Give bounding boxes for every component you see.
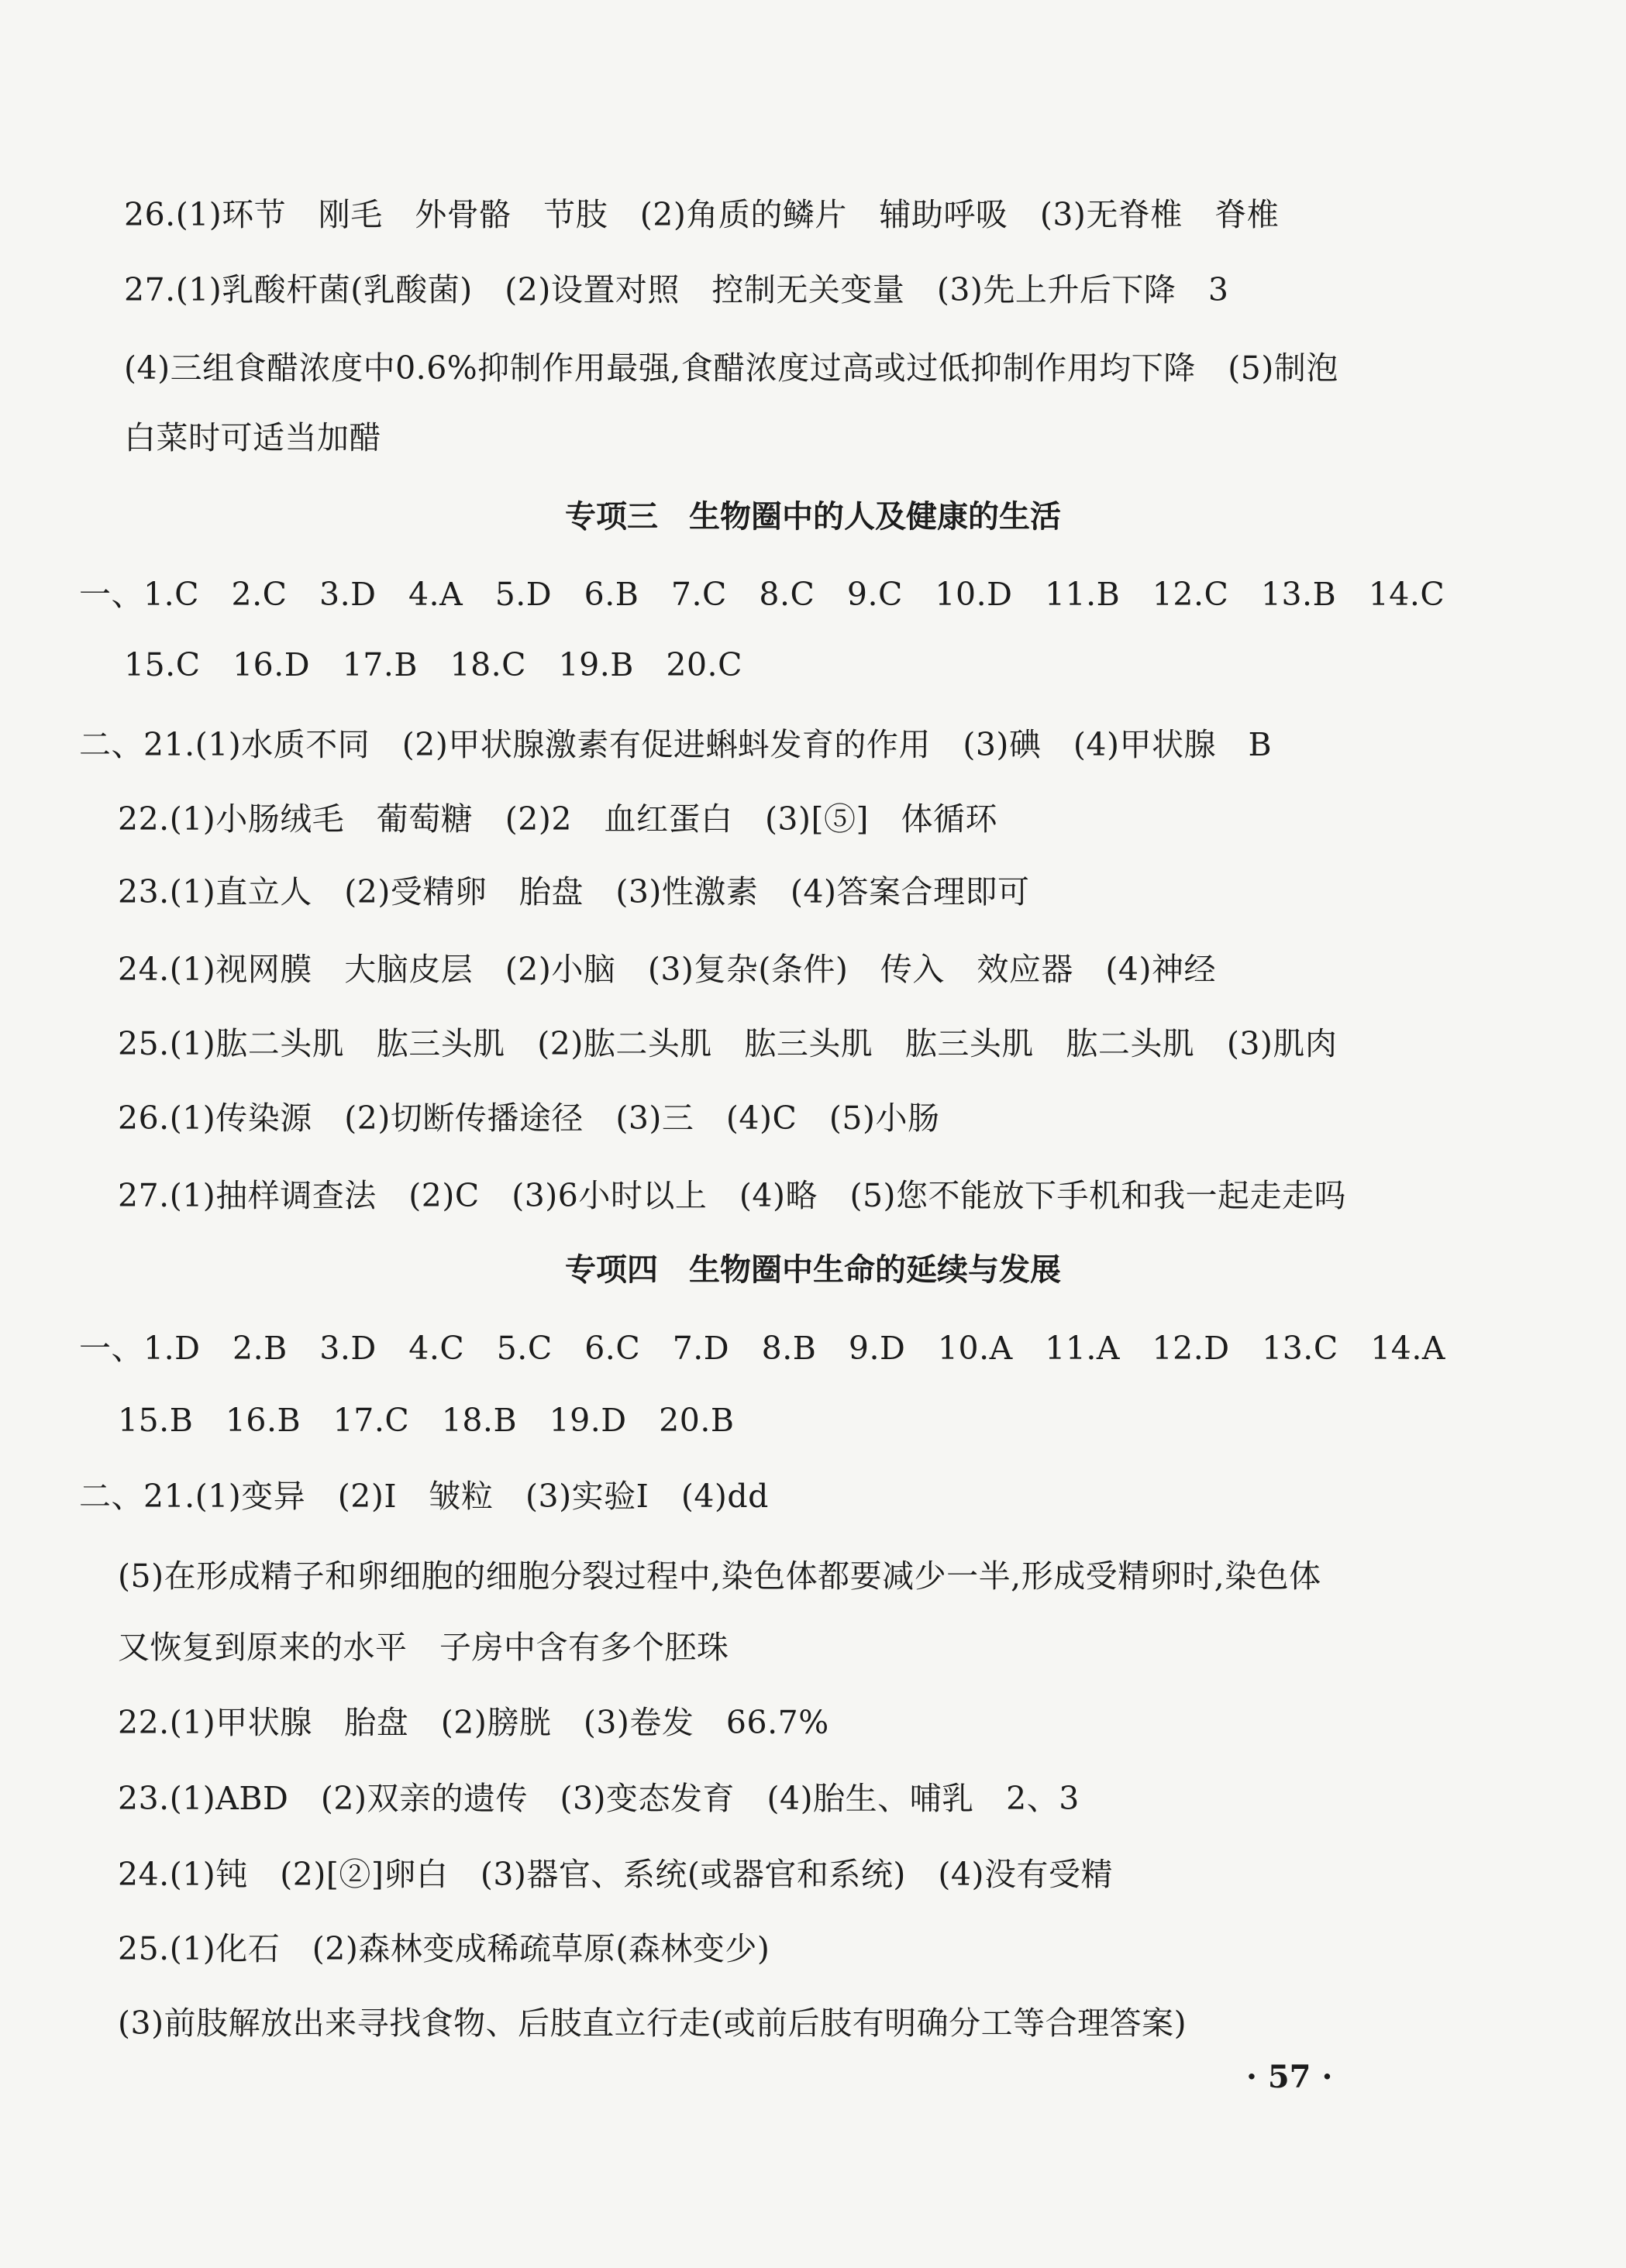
answer-line: 15.B 16.B 17.C 18.B 19.D 20.B [118,1402,735,1439]
answer-line: 24.(1)视网膜 大脑皮层 (2)小脑 (3)复杂(条件) 传入 效应器 (4)神经 [118,951,1216,988]
section-title: 专项四 生物圈中生命的延续与发展 [565,1252,1061,1288]
answer-line: 25.(1)化石 (2)森林变成稀疏草原(森林变少) [118,1930,770,1967]
answer-line: 一、1.C 2.C 3.D 4.A 5.D 6.B 7.C 8.C 9.C 10.D 11.B 12.C 13.B 14.C [79,576,1445,613]
answer-line: 23.(1)直立人 (2)受精卵 胎盘 (3)性激素 (4)答案合理即可 [118,873,1030,910]
page-number: · 57 · [1246,2059,1333,2095]
answer-line: 22.(1)小肠绒毛 葡萄糖 (2)2 血红蛋白 (3)[⑤] 体循环 [118,800,998,838]
answer-line: 27.(1)乳酸杆菌(乳酸菌) (2)设置对照 控制无关变量 (3)先上升后下降 3 [124,271,1229,308]
answer-line: 26.(1)传染源 (2)切断传播途径 (3)三 (4)C (5)小肠 [118,1100,940,1137]
answer-line: 又恢复到原来的水平 子房中含有多个胚珠 [118,1629,729,1666]
answer-line: 27.(1)抽样调查法 (2)C (3)6小时以上 (4)略 (5)您不能放下手机和我一起走走吗 [118,1177,1347,1214]
answer-line: 二、21.(1)水质不同 (2)甲状腺激素有促进蝌蚪发育的作用 (3)碘 (4)甲状腺 B [79,726,1273,763]
answer-line: 23.(1)ABD (2)双亲的遗传 (3)变态发育 (4)胎生、哺乳 2、3 [118,1780,1080,1817]
answer-line: 一、1.D 2.B 3.D 4.C 5.C 6.C 7.D 8.B 9.D 10.A 11.A 12.D 13.C 14.A [79,1330,1446,1367]
answer-line: 25.(1)肱二头肌 肱三头肌 (2)肱二头肌 肱三头肌 肱三头肌 肱二头肌 (3)肌肉 [118,1025,1338,1062]
section-title: 专项三 生物圈中的人及健康的生活 [565,499,1061,535]
answer-line: (4)三组食醋浓度中0.6%抑制作用最强,食醋浓度过高或过低抑制作用均下降 (5)制泡 [124,349,1338,387]
answer-line: (3)前肢解放出来寻找食物、后肢直立行走(或前后肢有明确分工等合理答案) [118,2005,1187,2042]
answer-line: 15.C 16.D 17.B 18.C 19.B 20.C [124,646,742,683]
answer-line: 24.(1)钝 (2)[②]卵白 (3)器官、系统(或器官和系统) (4)没有受精 [118,1856,1113,1893]
answer-line: 白菜时可适当加醋 [124,419,381,456]
answer-line: 二、21.(1)变异 (2)Ⅰ 皱粒 (3)实验Ⅰ (4)dd [79,1478,769,1515]
answer-line: (5)在形成精子和卵细胞的细胞分裂过程中,染色体都要减少一半,形成受精卵时,染色体 [118,1557,1321,1595]
answer-line: 26.(1)环节 刚毛 外骨骼 节肢 (2)角质的鳞片 辅助呼吸 (3)无脊椎 脊椎 [124,196,1280,233]
answer-line: 22.(1)甲状腺 胎盘 (2)膀胱 (3)卷发 66.7% [118,1704,829,1741]
